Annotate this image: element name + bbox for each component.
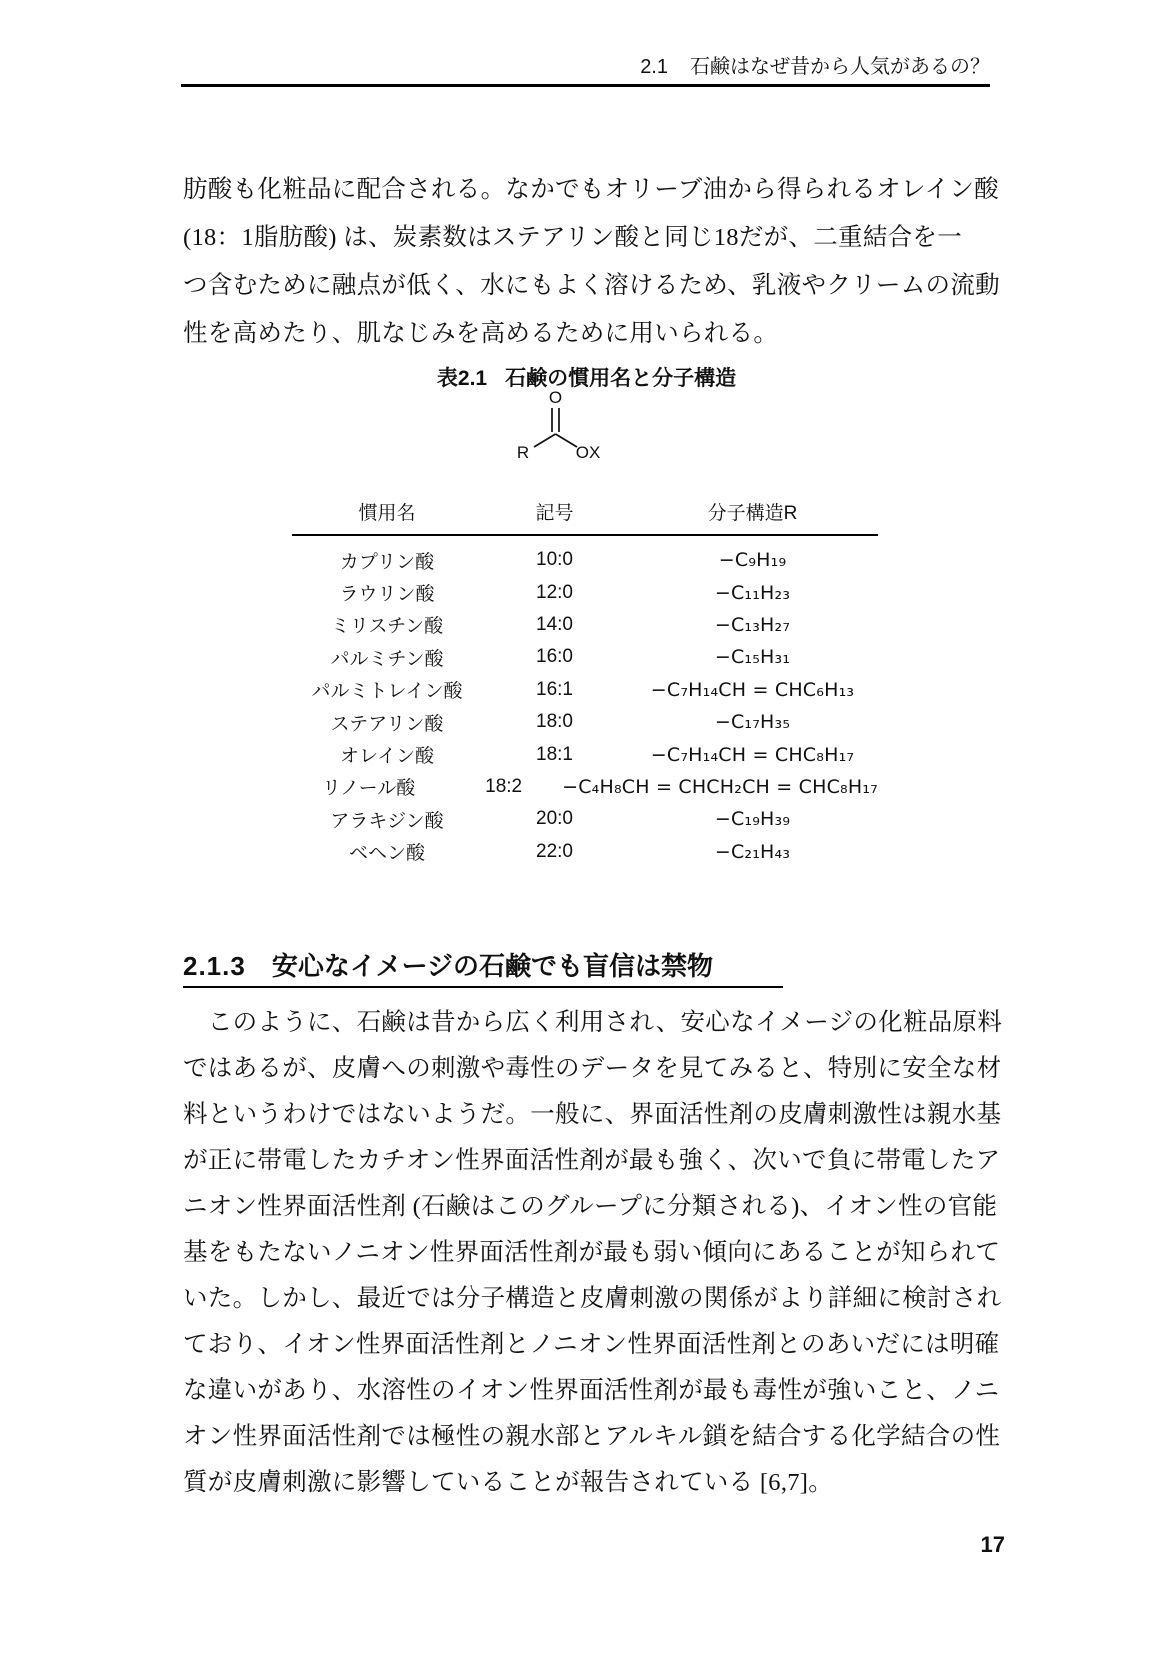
paragraph-line: いた。しかし、最近では分子構造と皮膚刺激の関係がより詳細に検討され	[183, 1285, 1002, 1312]
cell-name: ベヘン酸	[348, 843, 425, 865]
table-row	[292, 803, 878, 835]
cell-name: カプリン酸	[339, 551, 435, 573]
structure-ox-label: OX	[575, 443, 601, 462]
molecular-structure-diagram	[492, 388, 622, 463]
cell-symbol: 12:0	[536, 581, 573, 603]
cell-formula: −C₁₃H₂₇	[714, 613, 791, 636]
table-row	[292, 674, 878, 706]
paragraph-line: ており、イオン性界面活性剤とノニオン性界面活性剤とのあいだには明確	[183, 1331, 1000, 1358]
cell-name: パルミトレイン酸	[311, 681, 463, 703]
paragraph-line: このように、石鹸は昔から広く利用され、安心なイメージの化粧品原料	[183, 1009, 1003, 1036]
header-rule	[181, 84, 990, 87]
section-heading	[183, 946, 990, 983]
paragraph-line: 料というわけではないようだ。一般に、界面活性剤の皮膚刺激性は親水基	[183, 1101, 1002, 1128]
cell-name: アラキジン酸	[330, 810, 444, 832]
cell-formula: −C₇H₁₄CH = CHC₈H₁₇	[650, 743, 855, 766]
table-body	[292, 536, 878, 868]
paragraph-line: 基をもたないノニオン性界面活性剤が最も弱い傾向にあることが知られて	[183, 1239, 1001, 1266]
cell-symbol: 14:0	[536, 613, 573, 635]
cell-symbol: 22:0	[536, 840, 573, 862]
table-row	[292, 576, 878, 608]
cell-symbol: 18:0	[536, 711, 573, 733]
page-number: 17	[980, 1532, 1005, 1557]
structure-oxygen-label: O	[548, 388, 563, 407]
cell-symbol: 16:1	[536, 678, 573, 700]
column-header-name: 慣用名	[358, 502, 416, 524]
cell-name: リノール酸	[321, 778, 416, 800]
single-bond-line	[534, 434, 556, 447]
cell-formula: −C₁₅H₃₁	[714, 646, 791, 669]
paragraph-intro	[183, 166, 1005, 358]
cell-name: ラウリン酸	[339, 584, 435, 606]
cell-formula: −C₁₁H₂₃	[714, 581, 791, 604]
cell-formula: −C₄H₈CH = CHCH₂CH = CHC₈H₁₇	[562, 775, 878, 798]
paragraph-line: が正に帯電したカチオン性界面活性剤が最も強く、次いで負に帯電したア	[183, 1147, 1001, 1174]
table-header-row	[292, 488, 878, 536]
paragraph-line: オン性界面活性剤では極性の親水部とアルキル鎖を結合する化学結合の性	[183, 1423, 1001, 1450]
cell-formula: −C₁₇H₃₅	[714, 711, 791, 734]
cell-name: パルミチン酸	[330, 648, 444, 670]
cell-symbol: 16:0	[536, 646, 573, 668]
table-row	[292, 609, 878, 641]
table-row	[292, 738, 878, 770]
running-header	[183, 50, 990, 79]
column-header-symbol: 記号	[535, 502, 574, 524]
column-header-structure: 分子構造R	[707, 502, 798, 524]
cell-formula: −C₇H₁₄CH = CHC₆H₁₃	[650, 678, 855, 701]
section-rule	[183, 986, 783, 988]
cell-formula: −C₁₉H₃₉	[714, 808, 791, 831]
running-header-title: 石鹸はなぜ昔から人気があるの？	[690, 56, 990, 78]
cell-formula: −C₂₁H₄₃	[714, 840, 791, 863]
paragraph-line: ではあるが、皮膚への刺激や毒性のデータを見てみると、特別に安全な材	[183, 1055, 1002, 1082]
table-row	[292, 544, 878, 576]
table-row	[292, 836, 878, 868]
paragraph-main	[183, 1000, 1005, 1506]
structure-r-label: R	[516, 443, 530, 462]
paragraph-line: 性を高めたり、肌なじみを高めるために用いられる。	[183, 320, 779, 347]
table-row	[292, 771, 878, 803]
cell-name: ミリスチン酸	[330, 616, 444, 638]
paragraph-line: ニオン性界面活性剤 (石鹸はこのグループに分類される)、イオン性の官能	[183, 1193, 998, 1220]
paragraph-line: 質が皮膚刺激に影響していることが報告されている [6,7]。	[183, 1469, 834, 1496]
paragraph-line: (18：1脂肪酸) は、炭素数はステアリン酸と同じ18だが、二重結合を一	[183, 224, 963, 251]
section-number: 2.1.3	[183, 951, 246, 981]
fatty-acid-table	[292, 488, 878, 868]
table-caption-title: 石鹸の慣用名と分子構造	[505, 367, 737, 390]
cell-formula: −C₉H₁₉	[718, 549, 787, 572]
table-row	[292, 641, 878, 673]
paragraph-line: 肪酸も化粧品に配合される。なかでもオリーブ油から得られるオレイン酸	[183, 176, 999, 203]
table-row	[292, 706, 878, 738]
section-title: 安心なイメージの石鹸でも盲信は禁物	[271, 951, 714, 981]
cell-symbol: 18:2	[485, 775, 523, 797]
paragraph-line: つ含むために融点が低く、水にもよく溶けるため、乳液やクリームの流動	[183, 272, 1000, 299]
cell-symbol: 18:1	[536, 743, 573, 765]
cell-symbol: 20:0	[536, 808, 573, 830]
table-caption-number: 表2.1	[436, 367, 488, 390]
cell-name: ステアリン酸	[330, 713, 444, 735]
running-header-section-number: 2.1	[640, 56, 668, 78]
cell-name: オレイン酸	[339, 746, 435, 768]
single-bond-line	[556, 434, 578, 447]
paragraph-line: な違いがあり、水溶性のイオン性界面活性剤が最も毒性が強いこと、ノニ	[183, 1377, 1000, 1404]
cell-symbol: 10:0	[536, 549, 573, 571]
